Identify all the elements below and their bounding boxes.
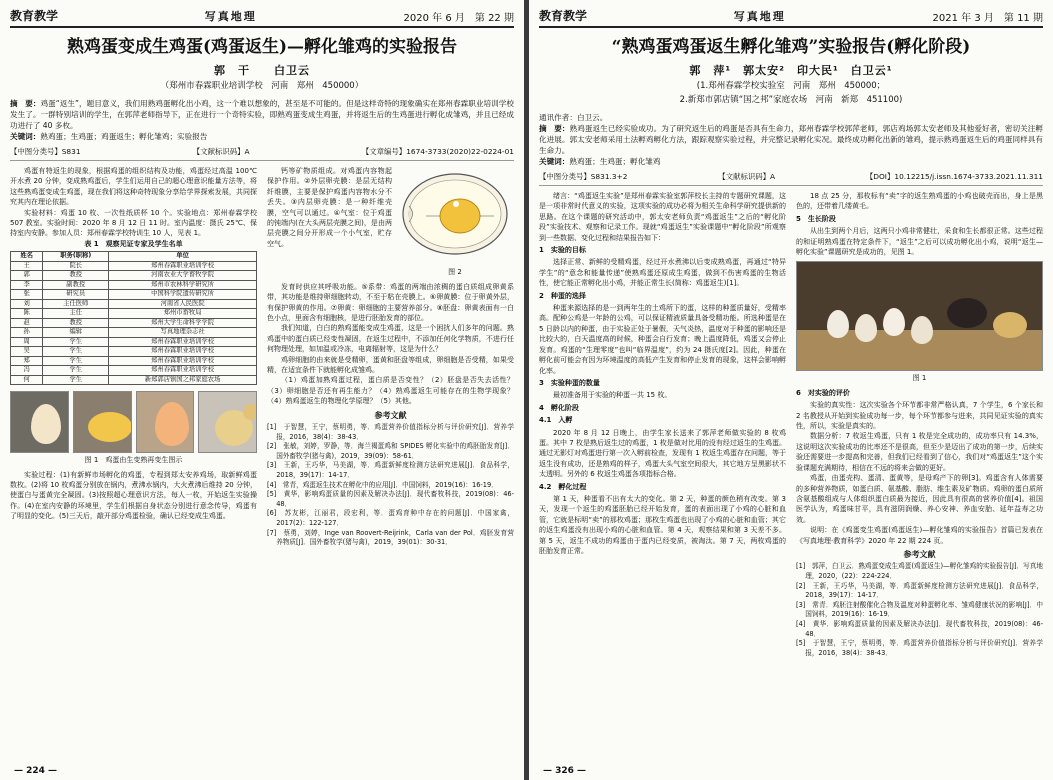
reference-item: [1] 于智慧，王宁，蔡明勇，等．鸡蛋营养价值指标分析与评价研究[J]．营养学报，2016，38(4)：38-43． [267,423,514,441]
abstract-label: 摘 要： [539,124,570,133]
reference-item: [3] 王新，王巧华，马美湖，等．鸡蛋新鲜度检测方法研究进展[J]．食品科学，2018，39(17)：14-17． [267,461,514,480]
table-cell: 张 [11,290,43,300]
table-cell: 陈 [11,309,43,319]
authors: 郭 干 白卫云 [214,64,310,77]
table-cell: 学生 [43,347,109,357]
abstract-text: 鸡蛋“返生”，题目意义，我们用熟鸡蛋孵化出小鸡，这一个难以想象的，甚至是不可能的。但是这样奇特的现象确实在郑州春霖职业培训学校发生了。一群特别培训的学生，在郭萍老师指导下，正在进行一个奇特实验，即熟鸡蛋变成生鸡蛋，并将返生后的生鸡蛋进行孵化成雏鸡，并且已经成功进行了 40 多枚。 [10,99,514,130]
table-cell: 刘 [11,299,43,309]
table-cell: 赵 [11,318,43,328]
figure-2-caption: 图 2 [448,268,462,277]
body-paragraph: 鸡蛋，由蛋壳构、蛋清、蛋黄等，是母鸡产下的卵[3]。鸡蛋含有人体需要的多种营养物质，如蛋白质、氨基酸、脂肪、维生素及矿物质。鸡卵的蛋白质所含氨基酸组成与人体组织蛋白质最为接近，因此具有很高的营养价值[4]。祖国医学认为，鸡蛋味甘平，具有滋阴润燥、养心安神、养血安胎、延年益寿之功效。 [796,474,1043,524]
table-row [11,356,257,366]
reference-item: [7] 蔡勇，刘婷，Inge van Roovert-Reijrink，Carla van der Pol．鸡胚发育营养物质[J]．国外畜牧学(猪与禽)，2019，39(01)：30-31． [267,528,514,547]
journal-name: 教育教学 [10,9,59,23]
table-cell: 郑州大学生命科学学院 [109,318,257,328]
table-cell: 院长 [43,261,109,271]
reference-item: [5] 于智慧，王宁，蔡明勇，等．鸡蛋营养价值指标分析与评价研究[J]．营养学报，2016，38(4)：38-43． [796,639,1043,657]
table-row [11,375,257,385]
body-paragraph: 从出生到两个月后，这两只小鸡非常健壮，采食和生长都很正常。这些过程的和证明熟鸡蛋在特定条件下，“返生”之后可以成功孵化出小鸡，说明“返生—孵化实验”课题研究是成功的，见图 1。 [796,227,1043,257]
table-row [11,309,257,319]
classification-row [10,146,514,161]
figure-1-photos [10,391,257,453]
body-columns [539,191,1043,761]
reference-item: [5] 黄华，影响鸡蛋质量的因素及解决办法[J]．现代畜牧科技，2019(08)：46-48． [267,490,514,508]
body-paragraph: 实验材料：鸡蛋 10 枚、一次性纸质杯 10 个。实验地点：郑州春霖学校 507 教室。实验时间：2020 年 8 月 12 日 11 时。室内温度：摄氏 25℃、保持室内安静。参加人员：郑州春霖学校特训生 10 人，见表 1。 [10,208,257,238]
figure-caption: 图 1 [912,374,927,383]
table-cell: 冯 [11,366,43,376]
class-number: 【中图分类号】S831 [10,147,81,156]
section-heading: 5 生长阶段 [796,214,836,223]
table-row [11,318,257,328]
keywords-label: 关键词： [10,132,41,141]
classification-row [539,171,1043,186]
photo-cooked-egg [10,391,69,453]
section-heading: 4 孵化阶段 [539,403,579,412]
table-row [11,337,257,347]
references-list [796,562,1043,658]
section-heading: 6 对实验的评价 [796,388,850,397]
section-heading: 1 实验的目标 [539,246,586,255]
table-cell: 学生 [43,356,109,366]
table-header-cell: 姓名 [11,252,43,262]
table-cell: 吴 [11,347,43,357]
table-cell: 副教授 [43,280,109,290]
right-page [529,0,1053,780]
table-cell: 王 [11,261,43,271]
table-header-cell: 职务(职称) [43,252,109,262]
body-paragraph: 我们知道，白白的熟鸡蛋能变成生鸡蛋，这是一个困扰人们多年的问题。熟鸡蛋中的蛋白质已经变性凝固，在返生过程中，不添加任何化学物质，不进行任何物理处理，如加温或冷冻，电离辐射等，这是为什么？ [267,324,514,354]
body-paragraph: 钙等矿物质组成。对鸡蛋内容物起保护作用。②外层卵壳膜：是层无结构纤维膜，主要是保护鸡蛋内容物水分不丢失。③内层卵壳膜：是一种纤维壳膜，空气可以通过。④气室：位于鸡蛋的钝端内(在大头两层壳膜之间)，是由两层壳膜之间分开形成一个小气室，贮存空气。 [267,167,392,248]
issue-info: 2021 年 3 月 第 11 期 [932,13,1043,24]
class-number: 【中图分类号】S831.3+2 [539,172,628,181]
authors: 郭 萍¹ 郭太安² 印大民¹ 白卫云¹ [689,64,893,77]
article-title: 熟鸡蛋变成生鸡蛋(鸡蛋返生)—孵化雏鸡的实验报告 [66,37,458,57]
affiliation-1: (1.郑州春霖学校实验室 河南 郑州 450000； [696,81,886,91]
table-cell: 郑 [11,356,43,366]
chicks-photo [796,261,1043,371]
reference-item: [3] 常青．鸡胚注射酸催化合物及温度对种蛋孵化率、雏鸡健康状况的影响[J]．中国饲料，2019(16)：16-19． [796,600,1043,619]
table-cell: 周 [11,337,43,347]
section-heading: 3 实验种蛋的数量 [539,378,600,387]
affiliation: （郑州市春霖职业培训学校 河南 郑州 450000） [160,81,364,91]
left-page [0,0,524,780]
table-cell: 河南省人民医院 [109,299,257,309]
table-cell: 教授 [43,271,109,281]
table-cell: 编辑 [43,328,109,338]
expert-table [10,251,257,385]
journal-name: 教育教学 [539,9,588,23]
reference-item: [4] 常青，鸡蛋返生技术在孵化中的应用[J]．中国饲料，2019(16)：16-19． [267,480,498,489]
subsection-heading: 4.2 孵化过程 [539,482,587,491]
table-row [11,347,257,357]
table-cell: 郑州春霖职业培训学校 [109,261,257,271]
column-name: 写真地理 [733,10,786,23]
intro-paragraph: 绪言：“鸡蛋返生实验”是郑州春霖实验室郭萍校长主持的专题研究课题，这是一项非常时代意义的实验，这项实验的成功必将为相关生命科学研究提供新的思路。在这个课题的研究活动中，郭太安老师负责“鸡蛋返生”之后的“孵化阶段”实验技术、观察和记录工作。现就“鸡蛋返生”实验课题中“孵化阶段”所观察到一些数据、变化过程和结果报告如下： [539,192,786,242]
abstract [539,112,1043,167]
table-row [11,280,257,290]
body-paragraph: 鸡卵细胞的由来就是受精卵，蛋黄和胚盘等组成，卵细胞是否受精，如果受精，在适宜条件下就能孵化成雏鸡。 [267,355,514,375]
reference-item: [2] 张敏，刘婷，罗静，等．海兰褐蛋鸡和 SPIDES 孵化实验中的鸡胚胎发育[J]．国外畜牧学(猪与禽)，2019，39(09)：58-61． [267,442,514,460]
body-paragraph: 发育时供应其呼吸功能。⑤系带：鸡蛋的两端由浓稠的蛋白质组成卵黄系带，其功能是维持卵细胞转动，不至于粘在壳膜上。⑥卵黄膜：位于卵黄外层，有保护卵黄的作用。⑦卵黄：卵细胞的主要营养部分。⑧胚盘：卵黄表面有一白色小点，里面含有细胞核，是进行胚胎发育的部位。 [267,282,514,323]
keywords-text: 熟鸡蛋；生鸡蛋；鸡蛋返生；孵化雏鸡；实验报告 [40,132,208,141]
issue-info: 2020 年 6 月 第 22 期 [403,13,514,24]
abstract-text: 熟鸡蛋返生已经实验成功。为了研究返生后的鸡蛋是否具有生命力，郑州春霖学校郭萍老师，郭店鸡场郭太安老师及其他爱好者，密切关注孵化进展。郭太安老师采用土法孵鸡孵化方法，跟踪观察实验过程，并完整记录孵化实况。最终成功孵化出新的雏鸡，提示熟鸡蛋返生后的鸡蛋同样具有生命力。 [539,124,1044,155]
photo-egg-yolk [73,391,132,453]
body-paragraph: 18 点 25 分，那枚标有“卖”字的返生熟鸡蛋的小鸡也破壳而出，身上是黑色的，还带着几缕黄毛。 [796,192,1043,211]
references-title: 参考文献 [903,549,936,559]
table-cell: 学生 [43,366,109,376]
egg-structure-figure [396,166,514,282]
body-paragraph: 种蛋来源选择的是一到两年生的土鸡所下的蛋，这样的种蛋质量好，受精率高。配种公鸡是一年龄的公鸡，可以保证精液质量具备受精功能。所选种蛋是在 5 日龄以内的种蛋，由于实验正处于暑假，天气炎热，温度对于种蛋的影响还是比较大的，白天温度高的时候，种蛋会自行发育；晚上温度降低，鸡蛋又会停止发育。鸡蛋的“生理零度”也叫“临界温度”，约为 24 摄氏度[2]。因此，种蛋在孵化前可能会有因为环境温度的高低产生发育和停止发育的现象，这样会影响孵化率。 [539,304,786,375]
table-cell: 教授 [43,318,109,328]
column-2 [267,166,514,751]
table-cell: 郑州春霖职业培训学校 [109,347,257,357]
keywords-text: 熟鸡蛋；生鸡蛋；孵化雏鸡 [569,157,661,166]
section-heading: 2 种蛋的选择 [539,291,586,300]
page-number: — 326 — [543,766,587,776]
reference-item: [4] 黄华．影响鸡蛋质量的因素及解决办法[J]．现代畜牧科技，2019(08)：46-48． [796,619,1043,638]
body-columns [10,166,514,751]
body-paragraph: 选择正常、新鲜的受精鸡蛋，经过开水煮沸以后变成熟鸡蛋，再通过“特异学生”的“意念和能量传递”使熟鸡蛋还原成生鸡蛋，做到不伤害鸡蛋的生物活性，使它能正常孵化出小鸡，并能正常生长(简称：鸡蛋返生)[1]。 [539,258,786,288]
article-title: “熟鸡蛋鸡蛋返生孵化雏鸡”实验报告(孵化阶段) [611,37,971,57]
table-row [11,271,257,281]
table-cell: 郑州春霖职业培训学校 [109,356,257,366]
column-1 [10,166,257,751]
table-cell: 学生 [43,375,109,385]
table-header-cell: 单位 [109,252,257,262]
table-cell: 研究员 [43,290,109,300]
references-title: 参考文献 [374,410,407,420]
abstract-label: 摘 要： [10,99,41,108]
document-code: 【文献标识码】A [192,147,250,156]
body-paragraph: 2020 年 8 月 12 日晚上，由学生家长送来了郭萍老师做实验的 8 枚鸡蛋。其中 7 枚是熟后返生过的鸡蛋，1 枚是做对比用的没有经过返生的生鸡蛋。通过无影灯对鸡蛋进行第一次入孵前检查，发现有 1 枚返生鸡蛋存在问题，等于返生没有成功，还是熟鸡的样子，鸡蛋大头气室空间很大，其它地方呈黑影状不太透明。另外的 6 枚返生鸡蛋各项指标合格。 [539,428,786,479]
table-cell: 郑州春霖职业培训学校 [109,366,257,376]
table-cell: 何 [11,375,43,385]
keywords-label: 关键词： [539,157,570,166]
column-2 [796,191,1043,761]
column-1 [539,191,786,761]
figure-1-caption: 图 1 鸡蛋由生变熟再变生图示 [84,456,183,465]
table-caption: 表 1 观察见证专家及学生名单 [84,239,183,248]
body-paragraph: 实验过程：(1)有新鲜市场孵化的鸡蛋，专程到郑太安养鸡场，取新鲜鸡蛋数枚。(2)将 10 枚鸡蛋分别放在锅内，煮沸水锅内，大火煮沸后维持 20 分钟，使蛋白与蛋黄完全凝固。(3)按照超心理意识方法，每人一枚，开始返生实验操作。(4)在室内安静的环境里，学生们根据自身状态分别进行意念传导，鸡蛋有了明显的变化。(5)三天后，敲开部分鸡蛋检验，确认已经变成生鸡蛋。 [10,470,257,521]
table-cell: 学生 [43,337,109,347]
research-questions: （1）鸡蛋加熟鸡蛋过程，蛋白质是否变性？（2）胚盘是否失去活性？（3）卵细胞是否还有再生能力？（4）熟鸡蛋返生可能存在的生物学现象？（4）熟鸡蛋返生的物理化学原理？（5）其他。 [267,376,514,406]
table-row [11,299,257,309]
table-row [11,366,257,376]
body-paragraph: 第 1 天，种蛋看不出有太大的变化。第 2 天，种蛋的颜色稍有改变。第 3 天，发现一个返生的鸡蛋胚胎已经开始发育，蛋的表面出现了小鸡的心脏和血管，它就是标明“卖”的那枚鸡蛋；那枚生鸡蛋也出现了小鸡的心脏和血管；其它的返生鸡蛋没有出现小鸡的心脏和血管。第 4 天，观察结果和第 3 天差不多。第 5 天，返生不成功的鸡蛋由于蛋内已经变质，被淘汰。第 7 天，两枚鸡蛋的胚胎发育正常。 [539,494,786,555]
reference-item: [1] 郭萍，白卫云．熟鸡蛋变成生鸡蛋(鸡蛋返生)—孵化雏鸡的实验报告[J]．写真地理，2020，(22)：224-224． [796,562,1043,580]
table-row [11,290,257,300]
table-cell: 孙 [11,328,43,338]
table-cell: 主任 [43,309,109,319]
table-cell: 写真地理杂志社 [109,328,257,338]
table-cell: 河南农业大学畜牧学院 [109,271,257,281]
body-paragraph: 最初准备用于实验的种蛋一共 15 枚。 [553,391,672,400]
body-paragraph: 实验的真实性：这次实验各个环节都非常严格认真，7 个学生，6 个家长和 2 名教授从开始到实验成功每一步，每个环节都参与进来，共同见证实验的真实性，所以，实验是真实的。 [796,401,1043,431]
table-cell: 新郑郭店镇国之邦家庭农场 [109,375,257,385]
running-header [10,6,514,28]
body-paragraph: 说明：在《鸡蛋变生鸡蛋(鸡蛋返生)—孵化雏鸡的实验报告》首篇已发表在《写真地理·教育科学》2020 年 22 期 224 页。 [796,526,1043,545]
document-code: 【文献标识码】A [718,172,776,181]
egg-structure-diagram [396,166,514,262]
table-cell: 李 [11,280,43,290]
affiliation-2: 2.新郑市郭店镇“国之邦”家庭农场 河南 新郑 451100) [679,95,903,105]
table-cell: 郑州市畜牧局 [109,309,257,319]
page-number: — 224 — [14,766,58,776]
reference-item: [2] 王新，王巧华，马美湖，等．鸡蛋新鲜度检测方法研究进展[J]．食品科学，2018，39(17)：14-17． [796,581,1043,600]
table-cell: 郑州春霖职业培训学校 [109,337,257,347]
table-cell: 郑州市农林科学研究所 [109,280,257,290]
doi: 【DOI】10.12215/j.issn.1674-3733.2021.11.311 [865,172,1043,181]
article-number: 【文章编号】1674-3733(2020)22-0224-01 [361,147,514,156]
table-cell: 主任医师 [43,299,109,309]
reference-item: [6] 苏友彬，江丽君，段宏利，等．蛋鸡育种中存在的问题[J]．中国家禽，2017(2)：122-127． [267,509,514,528]
table-row [11,261,257,271]
photo-raw-egg [136,391,195,453]
table-row [11,328,257,338]
subsection-heading: 4.1 入孵 [539,416,573,425]
body-paragraph: 数据分析：7 枚返生鸡蛋，只有 1 枚是完全成功的，成功率只有 14.3%，这说明这次实验成功的比率还不是很高，但至少是迈出了成功的第一步，后续实验还需要进一步提高和完善，但我们已经看到了信心，我们对“鸡蛋返生”这个实验课题充满期待，相信在不远的将来会做的更好。 [796,432,1043,472]
corresponding-author: 通讯作者：白卫云。 [539,113,608,122]
references-list [267,423,514,548]
photo-chick [198,391,257,453]
table-cell: 郭 [11,271,43,281]
running-header [539,6,1043,28]
column-name: 写真地理 [204,10,257,23]
table-cell: 中国科学院遗传研究所 [109,290,257,300]
body-paragraph: 鸡蛋有特返生的现象，根据鸡蛋的组织结构及功能，鸡蛋经过高温 100℃开水煮 20 分钟，变成熟鸡蛋后，学生们运用自己的超心理意识能量方法等，将这些熟鸡蛋变成生鸡蛋，现在我们将这种奇特现象分享给学界探索发展，共同探究其内在理论依据。 [10,167,257,207]
abstract [10,98,514,142]
